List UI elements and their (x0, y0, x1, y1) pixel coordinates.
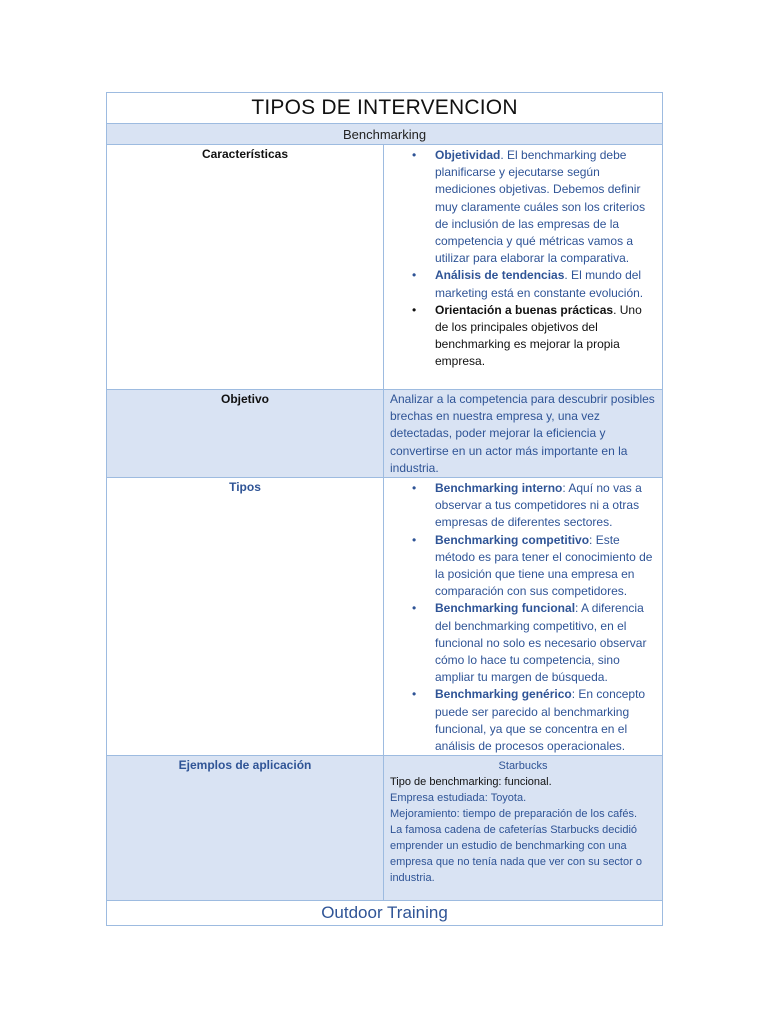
caracteristicas-content (384, 145, 663, 390)
label-tipos: Tipos (107, 478, 384, 756)
next-section-title: Outdoor Training (107, 901, 663, 926)
row-ejemplos (107, 756, 663, 901)
list-item: • Benchmarking genérico: En concepto puede ser parecido al benchmarking funcional, ya que se concentra en el análisis de procesos operacionales. (412, 687, 646, 754)
list-item: • Benchmarking funcional: A diferencia del benchmarking competitivo, en el funcional no solo es necesario observar cómo lo hace tu competencia, sino ampliar tu margen de búsqueda. (412, 601, 647, 685)
list-item: • Análisis de tendencias. El mundo del marketing está en constante evolución. (412, 268, 644, 300)
example-empresa: Empresa estudiada: Toyota. (390, 792, 527, 805)
example-mejoramiento: Mejoramiento: tiempo de preparación de los cafés. (390, 808, 638, 821)
bullet-icon: • (412, 532, 417, 547)
example-tipo: Tipo de benchmarking: funcional. (390, 776, 552, 789)
bullet-icon: • (412, 601, 417, 616)
list-item: • Objetividad. El benchmarking debe planificarse y ejecutarse según mediciones objetivas. Debemos definir muy claramente cuáles son los criterios de inclusión de las empresas de la competencia y qué métricas vamos a utilizar para elaborar la comparativa. (412, 148, 646, 266)
row-objetivo (107, 390, 663, 478)
label-ejemplos: Ejemplos de aplicación (107, 756, 384, 901)
row-caracteristicas (107, 145, 663, 390)
label-objetivo: Objetivo (107, 390, 384, 478)
table-title: TIPOS DE INTERVENCION (107, 93, 663, 124)
bullet-icon: • (412, 687, 417, 702)
list-item: • Benchmarking interno: Aquí no vas a observar a tus competidores ni a otras empresas de diferentes sectores. (412, 481, 642, 530)
bullet-icon: • (412, 302, 417, 317)
tipos-content (384, 478, 663, 756)
example-descripcion: La famosa cadena de cafeterías Starbucks decidió emprender un estudio de benchmarking con una empresa que no tenía nada que ver con su sector o industria. (390, 824, 642, 885)
label-caracteristicas: Características (107, 145, 384, 390)
table-subtitle: Benchmarking (107, 124, 663, 145)
bullet-icon: • (412, 268, 417, 283)
intervention-table (106, 92, 663, 926)
example-title: Starbucks (498, 760, 548, 773)
bullet-icon: • (412, 148, 417, 162)
list-item: • Orientación a buenas prácticas. Uno de los principales objetivos del benchmarking es mejorar la propia empresa. (412, 302, 642, 369)
objetivo-content (384, 390, 663, 478)
list-item: • Benchmarking competitivo: Este método es para tener el conocimiento de la posición que tiene una empresa en comparación con sus competidores. (412, 532, 653, 599)
objetivo-text: Analizar a la competencia para descubrir posibles brechas en nuestra empresa y, una vez detectadas, poder mejorar la eficiencia y convertirse en un actor más importante en la industria. (390, 392, 655, 475)
ejemplos-content (384, 756, 663, 901)
bullet-icon: • (412, 481, 417, 496)
row-tipos (107, 478, 663, 756)
